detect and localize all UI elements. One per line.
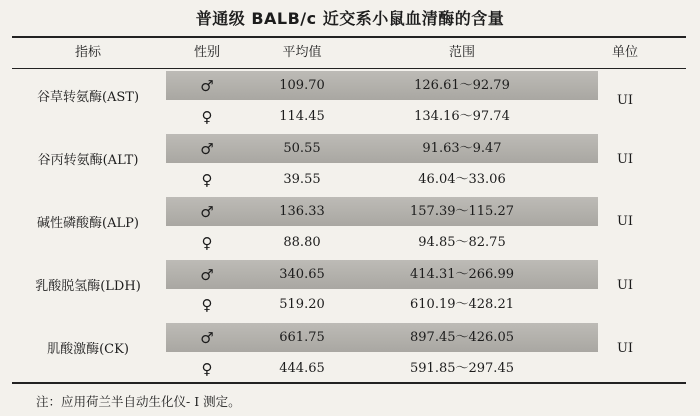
mean-cell: 340.65 <box>279 267 325 282</box>
table-title: 普通级 BALB/c 近交系小鼠血清酶的含量 <box>195 9 505 28</box>
row-band <box>166 323 598 352</box>
row-band <box>166 134 598 163</box>
bottom-rule <box>12 382 686 384</box>
male-symbol: ♂ <box>200 77 214 95</box>
table-footnote: 注：应用荷兰半自动生化仪- I 测定。 <box>36 394 241 409</box>
male-symbol: ♂ <box>200 329 214 347</box>
range-cell: 591.85～297.45 <box>410 361 514 376</box>
mean-cell: 444.65 <box>279 361 325 376</box>
unit-cell: UI <box>616 152 634 167</box>
mean-cell: 136.33 <box>279 204 325 219</box>
male-symbol: ♂ <box>200 140 214 158</box>
header-mean: 平均值 <box>282 45 322 60</box>
indicator-cell: 谷草转氨酶(AST) <box>36 90 140 105</box>
indicator-cell: 碱性磷酸酶(ALP) <box>37 216 139 231</box>
range-cell: 46.04～33.06 <box>418 172 506 187</box>
range-cell: 126.61～92.79 <box>414 78 510 93</box>
range-cell: 897.45～426.05 <box>410 330 514 345</box>
male-symbol: ♂ <box>200 266 214 284</box>
row-band <box>166 71 598 100</box>
male-symbol: ♂ <box>200 203 214 221</box>
header-rule <box>12 68 686 69</box>
female-symbol: ♀ <box>201 171 213 189</box>
top-rule <box>12 36 686 38</box>
range-cell: 414.31～266.99 <box>410 267 514 282</box>
female-symbol: ♀ <box>201 360 213 378</box>
indicator-cell: 谷丙转氨酶(ALT) <box>37 153 139 168</box>
header-sex: 性别 <box>193 45 221 60</box>
header-unit: 单位 <box>611 45 639 60</box>
mean-cell: 88.80 <box>283 235 321 250</box>
indicator-cell: 肌酸激酶(CK) <box>47 342 129 357</box>
header-range: 范围 <box>448 45 476 60</box>
female-symbol: ♀ <box>201 296 213 314</box>
female-symbol: ♀ <box>201 234 213 252</box>
row-band <box>166 197 598 226</box>
range-cell: 91.63～9.47 <box>422 141 502 156</box>
unit-cell: UI <box>616 93 634 108</box>
unit-cell: UI <box>616 341 634 356</box>
mean-cell: 109.70 <box>279 78 325 93</box>
mean-cell: 661.75 <box>279 330 325 345</box>
range-cell: 610.19～428.21 <box>410 297 514 312</box>
range-cell: 134.16～97.74 <box>414 109 510 124</box>
header-indicator: 指标 <box>74 45 102 60</box>
unit-cell: UI <box>616 214 634 229</box>
mean-cell: 519.20 <box>279 297 325 312</box>
row-band <box>166 260 598 289</box>
indicator-cell: 乳酸脱氢酶(LDH) <box>35 279 141 294</box>
mean-cell: 50.55 <box>283 141 321 156</box>
unit-cell: UI <box>616 278 634 293</box>
range-cell: 157.39～115.27 <box>410 204 514 219</box>
mean-cell: 114.45 <box>279 109 325 124</box>
female-symbol: ♀ <box>201 108 213 126</box>
range-cell: 94.85～82.75 <box>418 235 506 250</box>
mean-cell: 39.55 <box>283 172 321 187</box>
